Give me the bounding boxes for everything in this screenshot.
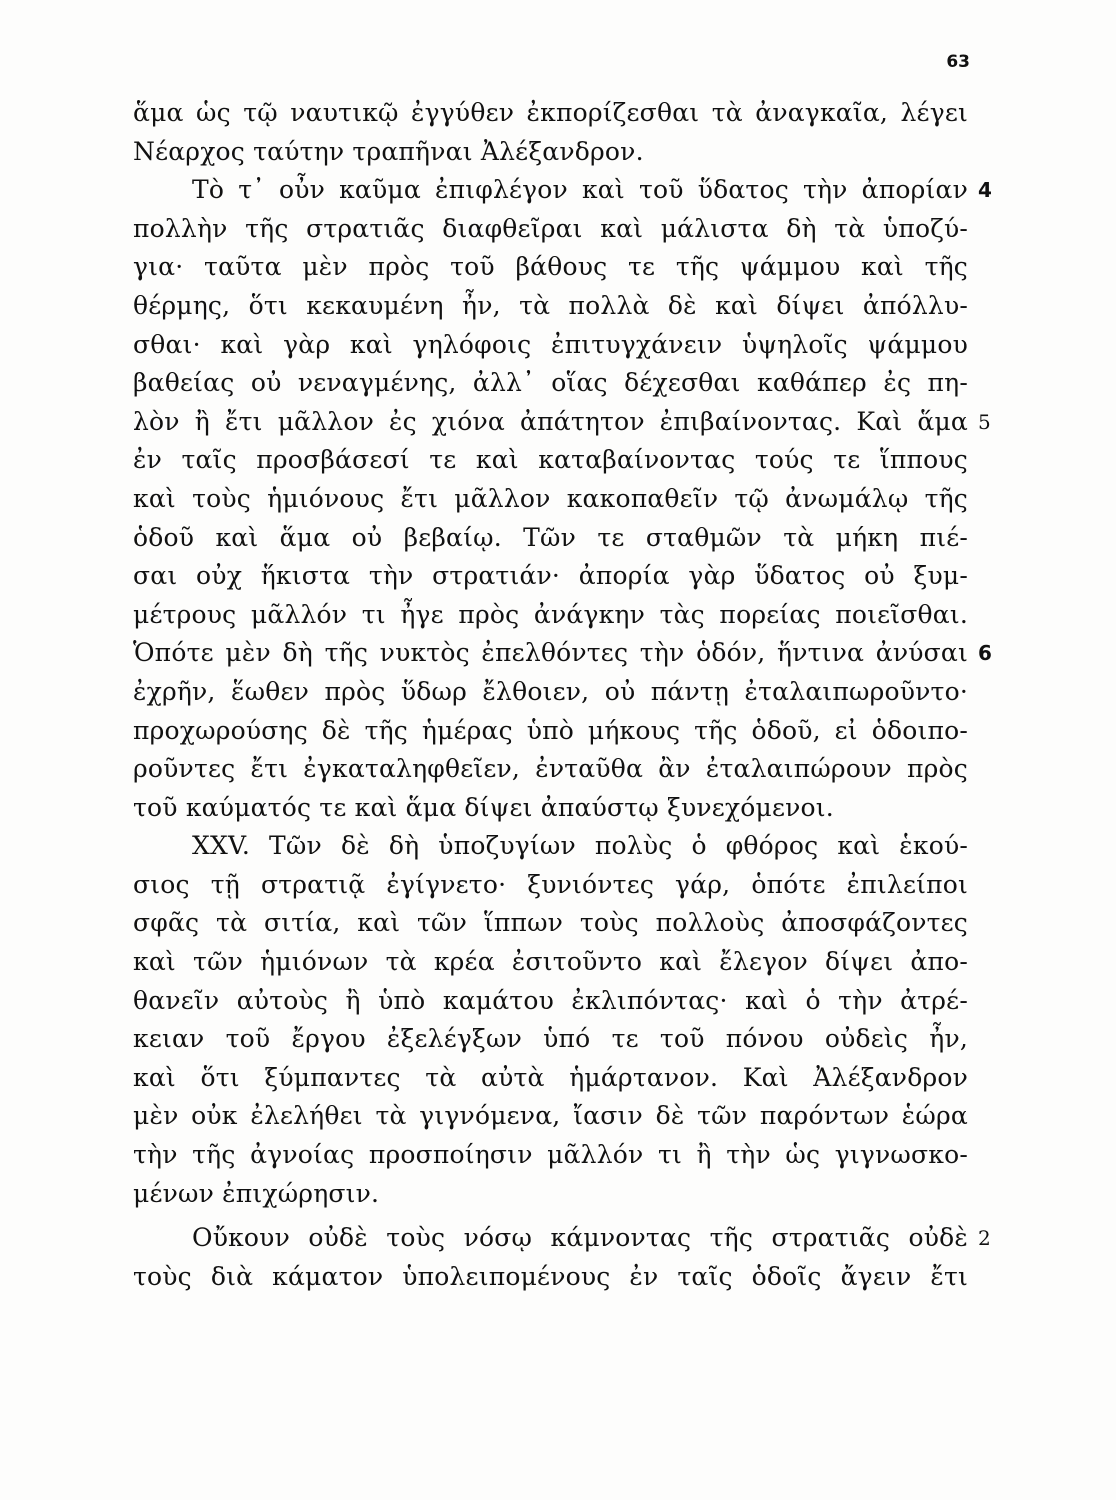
line-text: βαθείας οὐ νεναγμένης, ἀλλ᾽ οἵας δέχεσθαι καθάπερ ἐς πη- (133, 368, 968, 398)
text-line (133, 133, 968, 172)
line-text: Τὸ τ᾽ οὖν καῦμα ἐπιφλέγον καὶ τοῦ ὕδατος τὴν ἀπορίαν (192, 175, 968, 205)
line-text: πολλὴν τῆς στρατιᾶς διαφθεῖραι καὶ μάλιστα δὴ τὰ ὑποζύ- (133, 213, 968, 243)
text-line (133, 210, 968, 249)
text-line (133, 1258, 968, 1297)
section-number-2: 2 (978, 1226, 991, 1251)
line-text: σιος τῇ στρατιᾷ ἐγίγνετο· ξυνιόντες γάρ, ὁπότε ἐπιλείποι (133, 869, 968, 899)
text-line (133, 1175, 968, 1214)
line-text: Ὁπότε μὲν δὴ τῆς νυκτὸς ἐπελθόντες τὴν ὁδόν, ἥντινα ἀνύσαι (133, 638, 968, 668)
line-text: τὴν τῆς ἀγνοίας προσποίησιν μᾶλλόν τι ἢ τὴν ὡς γιγνωσκο- (133, 1140, 968, 1170)
line-text: μένων ἐπιχώρησιν. (133, 1178, 380, 1208)
text-line (133, 904, 968, 943)
line-text: τοῦ καύματός τε καὶ ἅμα δίψει ἀπαύστῳ ξυνεχόμενοι. (133, 792, 834, 822)
text-line (133, 557, 968, 596)
text-line (133, 634, 993, 673)
text-line (133, 94, 968, 133)
chapter-start-line (133, 827, 968, 866)
section-number-6: 6 (978, 641, 993, 666)
line-text: λὸν ἢ ἔτι μᾶλλον ἐς χιόνα ἀπάτητον ἐπιβαίνοντας. Καὶ ἅμα (133, 406, 968, 436)
line-text: μὲν οὐκ ἐλελήθει τὰ γιγνόμενα, ἴασιν δὲ τῶν παρόντων ἑώρα (133, 1101, 968, 1131)
line-text: θανεῖν αὐτοὺς ἢ ὑπὸ καμάτου ἐκλιπόντας· καὶ ὁ τὴν ἀτρέ- (133, 985, 968, 1015)
text-line (133, 712, 968, 751)
text-line (133, 943, 968, 982)
line-text: Οὔκουν οὐδὲ τοὺς νόσῳ κάμνοντας τῆς στρατιᾶς οὐδὲ (192, 1223, 968, 1253)
line-text: ἐν ταῖς προσβάσεσί τε καὶ καταβαίνοντας τούς τε ἵππους (133, 445, 968, 475)
section-number-4: 4 (978, 178, 993, 203)
line-text: σαι οὐχ ἥκιστα τὴν στρατιάν· ἀπορία γὰρ ὕδατος οὐ ξυμ- (133, 561, 968, 591)
text-line (133, 1136, 968, 1175)
text-line (133, 789, 968, 828)
line-text: ροῦντες ἔτι ἐγκαταληφθεῖεν, ἐνταῦθα ἂν ἐταλαιπώρουν πρὸς (133, 754, 968, 784)
line-text: καὶ τῶν ἡμιόνων τὰ κρέα ἐσιτοῦντο καὶ ἔλεγον δίψει ἀπο- (133, 947, 968, 977)
line-text: για· ταῦτα μὲν πρὸς τοῦ βάθους τε τῆς ψάμμου καὶ τῆς (133, 252, 968, 282)
text-line (133, 1059, 968, 1098)
line-text: καὶ τοὺς ἡμιόνους ἔτι μᾶλλον κακοπαθεῖν τῷ ἀνωμάλῳ τῆς (133, 483, 968, 513)
body-text (133, 94, 993, 1296)
line-text: XXV. Τῶν δὲ δὴ ὑποζυγίων πολὺς ὁ φθόρος καὶ ἑκού- (192, 831, 968, 861)
text-line (133, 364, 968, 403)
line-text: κειαν τοῦ ἔργου ἐξελέγξων ὑπό τε τοῦ πόνου οὐδεὶς ἦν, (133, 1024, 968, 1054)
text-line (133, 1020, 968, 1059)
text-line (133, 248, 968, 287)
line-text: καὶ ὅτι ξύμπαντες τὰ αὐτὰ ἡμάρτανον. Καὶ Ἀλέξανδρον (133, 1062, 968, 1092)
line-text: Νέαρχος ταύτην τραπῆναι Ἀλέξανδρον. (133, 136, 644, 166)
line-text: προχωρούσης δὲ τῆς ἡμέρας ὑπὸ μήκους τῆς ὁδοῦ, εἰ ὁδοιπο- (133, 715, 968, 745)
paragraph-start-line (133, 1219, 991, 1258)
line-text: τοὺς διὰ κάματον ὑπολειπομένους ἐν ταῖς ὁδοῖς ἄγειν ἔτι (133, 1261, 968, 1291)
line-text: ἅμα ὡς τῷ ναυτικῷ ἐγγύθεν ἐκπορίζεσθαι τὰ ἀναγκαῖα, λέγει (133, 98, 968, 127)
line-text: ὁδοῦ καὶ ἅμα οὐ βεβαίῳ. Τῶν τε σταθμῶν τὰ μήκη πιέ- (133, 522, 968, 552)
text-line (133, 750, 968, 789)
text-line (133, 441, 968, 480)
text-line (133, 673, 968, 712)
line-text: μέτρους μᾶλλόν τι ἦγε πρὸς ἀνάγκην τὰς πορείας ποιεῖσθαι. (133, 599, 968, 629)
text-line (133, 596, 968, 635)
text-line (133, 1097, 968, 1136)
text-line (133, 480, 968, 519)
page-number: 63 (946, 52, 970, 72)
text-line (133, 982, 968, 1021)
line-text: θέρμης, ὅτι κεκαυμένη ἦν, τὰ πολλὰ δὲ καὶ δίψει ἀπόλλυ- (133, 290, 968, 320)
text-line (133, 326, 968, 365)
line-text: ἐχρῆν, ἕωθεν πρὸς ὕδωρ ἔλθοιεν, οὐ πάντῃ ἐταλαιπωροῦντο· (133, 676, 968, 706)
line-text: σθαι· καὶ γὰρ καὶ γηλόφοις ἐπιτυγχάνειν ὑψηλοῖς ψάμμου (133, 329, 968, 359)
text-line (133, 287, 968, 326)
section-number-5: 5 (978, 409, 991, 434)
text-line (133, 403, 991, 442)
text-line (133, 519, 968, 558)
line-text: σφᾶς τὰ σιτία, καὶ τῶν ἵππων τοὺς πολλοὺς ἀποσφάζοντες (133, 908, 968, 938)
text-line (133, 866, 968, 905)
paragraph-start-line (133, 171, 993, 210)
